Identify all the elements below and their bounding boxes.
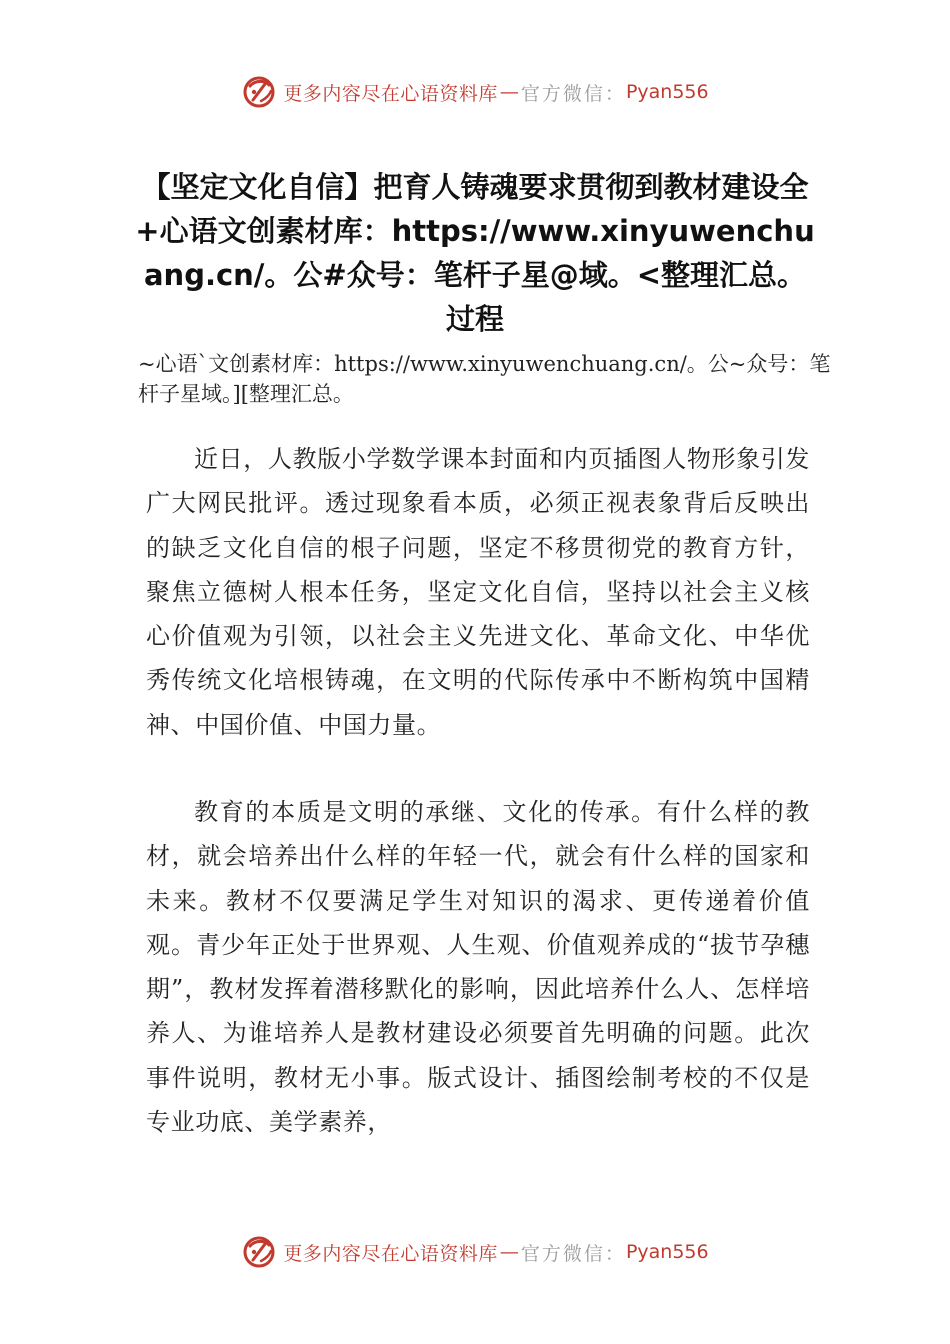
header-wechat-id: Pyan556 <box>625 81 709 103</box>
body-paragraph-2: 教育的本质是文明的承继、文化的传承。有什么样的教材，就会培养出什么样的年轻一代，就会有什么样的国家和未来。教材不仅要满足学生对知识的渴求、更传递着价值观。青少年正处于世界观、人生观、价值观养成的“拔节孕穗期”，教材发挥着潜移默化的影响，因此培养什么人、怎样培养人、为谁培养人是教材建设必须要首先明确的问题。此次事件说明，教材无小事。版式设计、插图绘制考校的不仅是专业功底、美学素养， <box>146 798 810 1137</box>
article-subtitle: ~心语`文创素材库：https://www.xinyuwenchuang.cn/。公~众号：笔杆子星域。][整理汇总。 <box>138 352 831 406</box>
footer-wechat-label: 官方微信： <box>520 1242 626 1265</box>
footer-promo-text: 更多内容尽在心语资料库 <box>283 1242 498 1265</box>
xinyu-logo-icon <box>241 74 277 110</box>
header-banner <box>0 72 950 112</box>
body-paragraph-1: 近日，人教版小学数学课本封面和内页插图人物形象引发广大网民批评。透过现象看本质，必须正视表象背后反映出的缺乏文化自信的根子问题，坚定不移贯彻党的教育方针，聚焦立德树人根本任务，坚定文化自信，坚持以社会主义核心价值观为引领，以社会主义先进文化、革命文化、中华优秀传统文化培根铸魂，在文明的代际传承中不断构筑中国精神、中国价值、中国力量。 <box>146 445 810 739</box>
header-dash: — <box>499 81 519 103</box>
footer-banner <box>0 1232 950 1272</box>
xinyu-logo-icon <box>241 1234 277 1270</box>
footer-wechat-id: Pyan556 <box>625 1241 709 1263</box>
header-promo-text: 更多内容尽在心语资料库 <box>283 82 498 105</box>
article-title: 【坚定文化自信】把育人铸魂要求贯彻到教材建设全+心语文创素材库：https://www.xinyuwenchuang.cn/。公#众号：笔杆子星@域。<整理汇总。过程 <box>135 170 815 336</box>
footer-dash: — <box>499 1241 519 1263</box>
header-wechat-label: 官方微信： <box>520 82 626 105</box>
